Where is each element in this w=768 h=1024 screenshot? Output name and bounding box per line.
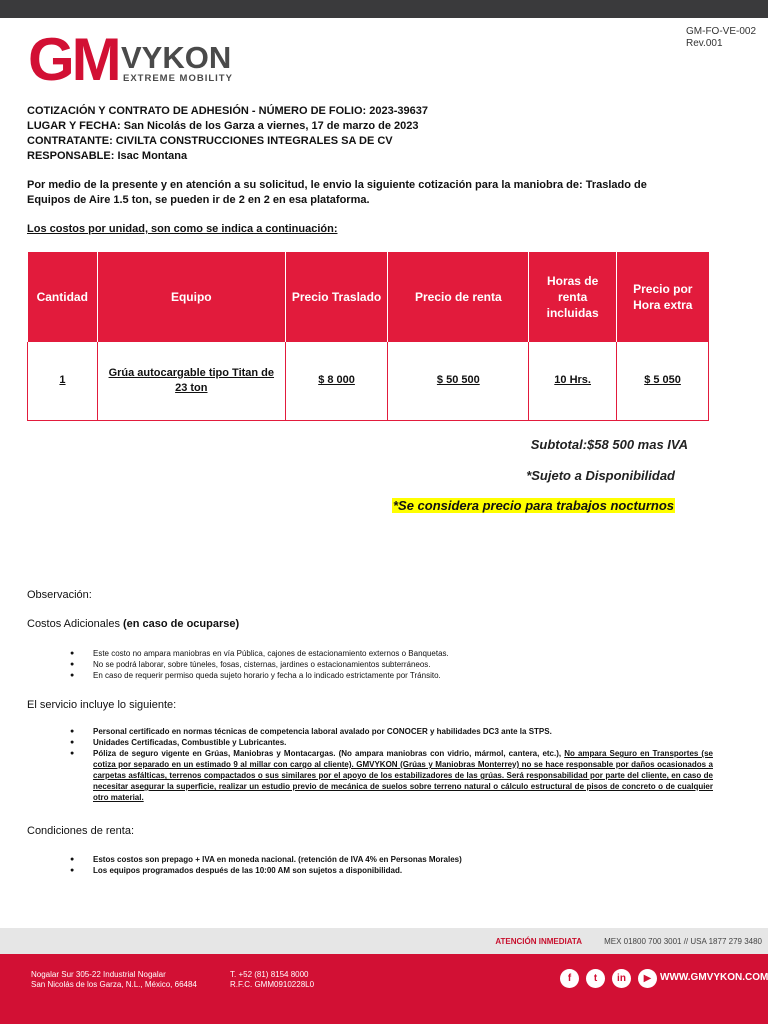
- header-horas-renta: Horas de renta incluidas: [529, 252, 617, 342]
- place-date-line: LUGAR Y FECHA: San Nicolás de los Garza a viernes, 17 de marzo de 2023: [27, 120, 419, 132]
- additional-costs-list: [70, 648, 710, 681]
- intro-paragraph: Por medio de la presente y en atención a su solicitud, le envio la siguiente cotización para la maniobra de: Traslado de Equipos de Aire 1.5 ton, se pueden ir de 2 en 2 en esa plataforma.: [27, 179, 647, 206]
- rental-conditions-list: [70, 854, 710, 876]
- social-links: [560, 969, 657, 988]
- footer-address: [31, 970, 197, 990]
- rental-conditions-heading: Condiciones de renta:: [27, 825, 135, 837]
- folio-line: COTIZACIÓN Y CONTRATO DE ADHESIÓN - NÚMERO DE FOLIO: 2023-39637: [27, 105, 428, 117]
- availability-note: *Sujeto a Disponibilidad: [526, 468, 675, 483]
- attention-phones: MEX 01800 700 3001 // USA 1877 279 3480: [604, 937, 762, 946]
- observation-heading: Observación:: [27, 589, 92, 601]
- cell-horas-renta: 10 Hrs.: [529, 342, 617, 420]
- facebook-icon[interactable]: f: [560, 969, 579, 988]
- service-includes-list: [70, 726, 713, 803]
- costs-title: Los costos por unidad, son como se indica a continuación:: [27, 223, 338, 235]
- gmvykon-logo: [28, 28, 238, 86]
- list-item: ● Los equipos programados después de las 10:00 AM son sujetos a disponibilidad.: [70, 865, 710, 876]
- cell-equipo: Grúa autocargable tipo Titan de 23 ton: [97, 342, 285, 420]
- footer-contact: [230, 970, 314, 990]
- table-header-row: [28, 252, 709, 342]
- document-reference: [686, 26, 758, 50]
- address-line-1: Nogalar Sur 305-22 Industrial Nogalar: [31, 970, 166, 979]
- logo-mark: GM: [28, 28, 119, 86]
- additional-costs-heading: [27, 618, 239, 630]
- table-row: [28, 342, 709, 420]
- footer-phone: T. +52 (81) 8154 8000: [230, 970, 309, 979]
- footer-attention-bar: [0, 928, 768, 954]
- attention-label: ATENCIÓN INMEDIATA: [495, 937, 582, 946]
- list-item: ● Este costo no ampara maniobras en vía Pública, cajones de estacionamiento externos o Banquetas.: [70, 648, 710, 659]
- additional-costs-label: Costos Adicionales: [27, 618, 123, 630]
- logo-name: VYKON: [121, 40, 232, 75]
- logo-tagline: EXTREME MOBILITY: [123, 73, 233, 84]
- list-item: ● En caso de requerir permiso queda sujeto horario y fecha a lo indicado estrictamente por Tránsito.: [70, 670, 710, 681]
- website-link[interactable]: WWW.GMVYKON.COM: [660, 972, 768, 983]
- cell-precio-traslado: $ 8 000: [285, 342, 388, 420]
- quote-table: [27, 252, 709, 421]
- header-precio-renta: Precio de renta: [388, 252, 529, 342]
- list-item: ● Unidades Certificadas, Combustible y Lubricantes.: [70, 737, 713, 748]
- address-line-2: San Nicolás de los Garza, N.L., México, 66484: [31, 980, 197, 989]
- list-item: ● No se podrá laborar, sobre túneles, fosas, cisternas, jardines o estacionamientos subterráneos.: [70, 659, 710, 670]
- footer: [0, 954, 768, 1024]
- list-item: ● Personal certificado en normas técnicas de competencia laboral avalado por CONOCER y habilidades DC3 ante la STPS.: [70, 726, 713, 737]
- quote-info: [27, 104, 428, 164]
- insurance-text: Póliza de seguro vigente en Grúas, Maniobras y Montacargas. (No ampara maniobras con vidrio, mármol, cantera, etc.),: [93, 749, 565, 758]
- linkedin-icon[interactable]: in: [612, 969, 631, 988]
- cell-precio-renta: $ 50 500: [388, 342, 529, 420]
- cell-cantidad: 1: [28, 342, 98, 420]
- additional-costs-qualifier: (en caso de ocuparse): [123, 618, 240, 630]
- footer-rfc: R.F.C. GMM0910228L0: [230, 980, 315, 989]
- responsible-line: RESPONSABLE: Isac Montana: [27, 150, 188, 162]
- doc-revision: Rev.001: [686, 38, 723, 49]
- header-precio-hora-extra: Precio por Hora extra: [617, 252, 709, 342]
- header-equipo: Equipo: [97, 252, 285, 342]
- insurance-disclaimer: No ampara Seguro en Transportes (se cotiza por separado en un estimado 9 al millar con cargo al cliente). GMVYKON (Grúas y Maniobras Monterrey) no se hace responsable por daños ocasionados a carpetas asfálticas, terrenos compactados o sus similares por el apoyo de los estabilizadores de las grúas. Será responsabilidad por parte del cliente, en caso de necesitar asegurar la superficie, realizar un estudio previo de mecánica de suelos sobre terreno natural o cálculo estructural de pisos de concreto o de cualquier otro material.: [93, 749, 713, 802]
- insurance-list-item: [70, 748, 713, 803]
- twitter-icon[interactable]: t: [586, 969, 605, 988]
- contractor-line: CONTRATANTE: CIVILTA CONSTRUCCIONES INTEGRALES SA DE CV: [27, 135, 393, 147]
- list-item: ● Estos costos son prepago + IVA en moneda nacional. (retención de IVA 4% en Personas Morales): [70, 854, 710, 865]
- top-bar: [0, 0, 768, 18]
- header-precio-traslado: Precio Traslado: [285, 252, 388, 342]
- subtotal: Subtotal:$58 500 mas IVA: [530, 437, 688, 452]
- youtube-icon[interactable]: ▶: [638, 969, 657, 988]
- night-work-note: *Se considera precio para trabajos nocturnos: [392, 498, 674, 513]
- header-cantidad: Cantidad: [28, 252, 98, 342]
- service-includes-heading: El servicio incluye lo siguiente:: [27, 699, 177, 711]
- cell-precio-hora-extra: $ 5 050: [617, 342, 709, 420]
- doc-code: GM-FO-VE-002: [686, 26, 757, 37]
